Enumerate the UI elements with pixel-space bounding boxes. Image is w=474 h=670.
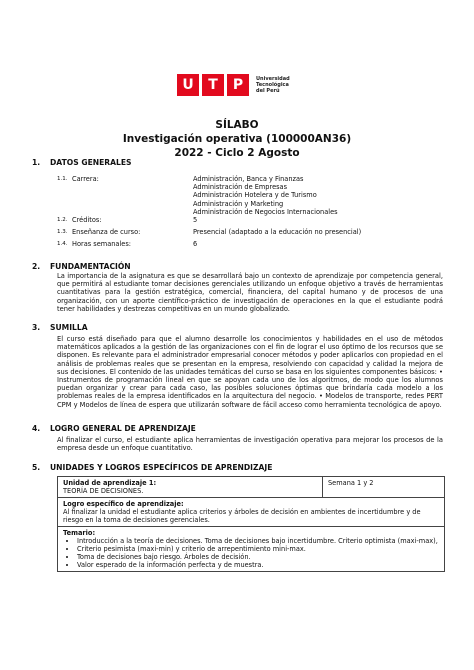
list-item: • Valor esperado de la información perfecta y de muestra. [77,561,439,569]
document-title [0,118,474,160]
datos-horas: 1.4. Horas semanales: 6 [57,240,198,248]
unidad-table [57,476,445,572]
unidad-temario-row [58,527,444,571]
section-heading-sumilla: 3. SUMILLA [32,323,88,332]
datos-carrera: 1.1. Carrera: Administración, Banca y Finanzas Administración de Empresas Administración Hotelera y de Turismo Administración y Marketing Administración de Negocios Internacionales [57,175,338,216]
fundamentacion-text: La importancia de la asignatura es que se desarrollará bajo un contexto de aprendizaje por competencia general, que permitirá al estudiante tomar decisiones gerenciales utilizando un enfoque objetivo a través de herramientas cuantitativas para la gestión estratégica, comercial, financiera, del capital humano y de procesos de una organización, con un aporte científico-práctico de investigación de operaciones en la que el estudiante podrá tener habilidades y destrezas competitivas en un mundo globalizado. [57,272,443,313]
unidad-name: TEORÍA DE DECISIONES. [63,487,144,495]
datos-creditos: 1.2. Créditos: 5 [57,216,198,224]
section-heading-unidades: 5. UNIDADES Y LOGROS ESPECÍFICOS DE APRENDIZAJE [32,463,273,472]
section-heading-datos: 1. DATOS GENERALES [32,158,132,167]
unidad-logro-row [58,498,444,527]
section-heading-logro-general: 4. LOGRO GENERAL DE APRENDIZAJE [32,424,196,433]
logo-letter-u: U [177,74,199,96]
unidad-label: Unidad de aprendizaje 1: [63,479,157,487]
list-item: • Toma de decisiones bajo riesgo. Árboles de decisión. [77,553,439,561]
title-line-3: 2022 - Ciclo 2 Agosto [174,147,300,159]
title-line-2: Investigación operativa (100000AN36) [122,133,352,145]
logo-letter-t: T [202,74,224,96]
temario-list [63,537,439,569]
list-item: • Introducción a la teoría de decisiones. Toma de decisiones bajo incertidumbre. Criterio optimista (maxi-max), [77,537,439,545]
temario-label: Temario: [63,529,96,537]
sumilla-text: El curso está diseñado para que el alumno desarrolle los conocimientos y habilidades en el uso de métodos matemáticos aplicados a la gestión de las organizaciones con el fin de lograr el uso óptimo de los recursos que se disponen. Es relevante para el administrador empresarial conocer métodos y poder aplicarlos con propiedad en el análisis de problemas reales que se presentan en la empresa, resolviendo con capacidad y calidad la mejora de sus decisiones. El contenido de las unidades temáticas del curso se basa en los siguientes componentes básicos: • Instrumentos de programación lineal en que se apoyan cada uno de los algoritmos, de modo que los alumnos puedan organizar y crear para cada caso, las posibles soluciones óptimas que brindaría cada modelo a los problemas reales de la empresa identificados en la arquitectura del negocio. • Modelos de transporte, redes PERT CPM y Modelos de línea de espera que utilizarán software de fácil acceso como herramienta tecnológica de apoyo. [57,335,443,409]
unidad-semana: Semana 1 y 2 [328,479,374,487]
logro-especifico-text: Al finalizar la unidad el estudiante aplica criterios y árboles de decisión en ambientes de incertidumbre y de riesgo en la toma de decisiones gerenciales. [63,508,421,524]
list-item: • Criterio pesimista (maxi-min) y criterio de arrepentimiento mini-max. [77,545,439,553]
utp-logo [177,74,290,96]
logro-especifico-label: Logro específico de aprendizaje: [63,500,184,508]
title-line-1: SÍLABO [215,119,259,131]
logro-general-text: Al finalizar el curso, el estudiante aplica herramientas de investigación operativa para mejorar los procesos de la empresa desde un enfoque cuantitativo. [57,436,443,453]
unidad-header-row [58,477,444,498]
logo-letter-p: P [227,74,249,96]
datos-ensenanza: 1.3. Enseñanza de curso: Presencial (adaptado a la educación no presencial) [57,228,362,236]
section-heading-fundamentacion: 2. FUNDAMENTACIÓN [32,262,131,271]
logo-text: Universidad Tecnológica del Perú [256,76,290,94]
